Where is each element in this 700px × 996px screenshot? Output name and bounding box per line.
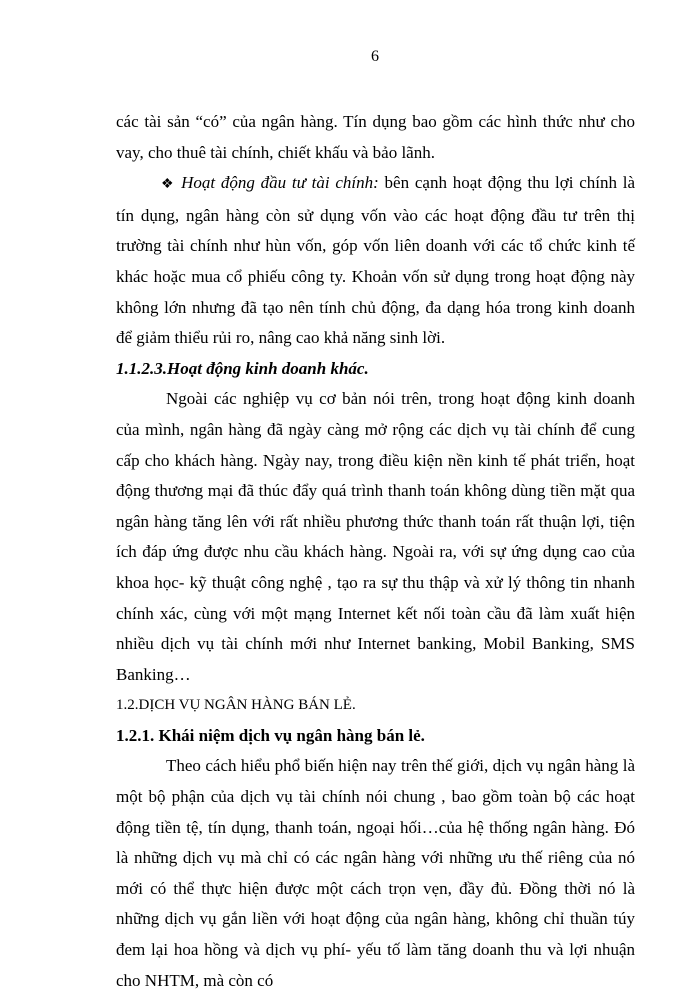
page-number: 6 xyxy=(371,48,379,65)
diamond-bullet-icon: ❖ xyxy=(161,177,176,193)
financial-investment-label: Hoạt động đầu tư tài chính: xyxy=(181,173,379,193)
heading-other-business: 1.1.2.3.Hoạt động kinh doanh khác. xyxy=(116,358,369,378)
financial-investment-text: bên cạnh hoạt động thu lợi chính là tín dụng, ngân hàng còn sử dụng vốn vào các hoạt động đầu tư trên thị trường tài chính như hùn vốn, góp vốn liên doanh với các tổ chức kinh tế khác hoặc mua cổ phiếu công ty. Khoản vốn sử dụng trong hoạt động này không lớn nhưng đã tạo nên tính chủ động, đa dạng hóa trong kinh doanh để giảm thiểu rủi ro, nâng cao khả năng sinh lời. xyxy=(116,173,635,348)
paragraph-financial-investment xyxy=(116,168,635,354)
page-body xyxy=(116,107,635,996)
section-title-retail-banking: 1.2.DỊCH VỤ NGÂN HÀNG BÁN LẺ. xyxy=(116,697,356,714)
paragraph-credit-continuation: các tài sản “có” của ngân hàng. Tín dụng bao gồm các hình thức như cho vay, cho thuê tài chính, chiết khấu và bảo lãnh. xyxy=(116,112,635,162)
heading-retail-banking-concept: 1.2.1. Khái niệm dịch vụ ngân hàng bán lẻ. xyxy=(116,725,425,745)
paragraph-other-business: Ngoài các nghiệp vụ cơ bản nói trên, trong hoạt động kinh doanh của mình, ngân hàng đã ngày càng mở rộng các dịch vụ tài chính để cung cấp cho khách hàng. Ngày nay, trong điều kiện nền kinh tế phát triển, hoạt động thương mại đã thúc đẩy quá trình thanh toán không dùng tiền mặt qua ngân hàng tăng lên với rất nhiều phương thức thanh toán rất thuận lợi, tiện ích đáp ứng được nhu cầu khách hàng. Ngoài ra, với sự ứng dụng cao của khoa học- kỹ thuật công nghệ , tạo ra sự thu thập và xử lý thông tin nhanh chính xác, cùng với một mạng Internet kết nối toàn cầu đã làm xuất hiện nhiều dịch vụ tài chính mới như Internet banking, Mobil Banking, SMS Banking… xyxy=(116,389,635,684)
paragraph-retail-banking-concept: Theo cách hiểu phổ biến hiện nay trên thế giới, dịch vụ ngân hàng là một bộ phận của dịch vụ tài chính nói chung , bao gồm toàn bộ các hoạt động tiền tệ, tín dụng, thanh toán, ngoại hối…của hệ thống ngân hàng. Đó là những dịch vụ mà chỉ có các ngân hàng với những ưu thế riêng của nó mới có thể thực hiện được một cách trọn vẹn, đầy đủ. Đồng thời nó là những dịch vụ gắn liền với hoạt động của ngân hàng, không chỉ thuần túy đem lại hoa hồng và dịch vụ phí- yếu tố làm tăng doanh thu và lợi nhuận cho NHTM, mà còn có xyxy=(116,756,635,990)
